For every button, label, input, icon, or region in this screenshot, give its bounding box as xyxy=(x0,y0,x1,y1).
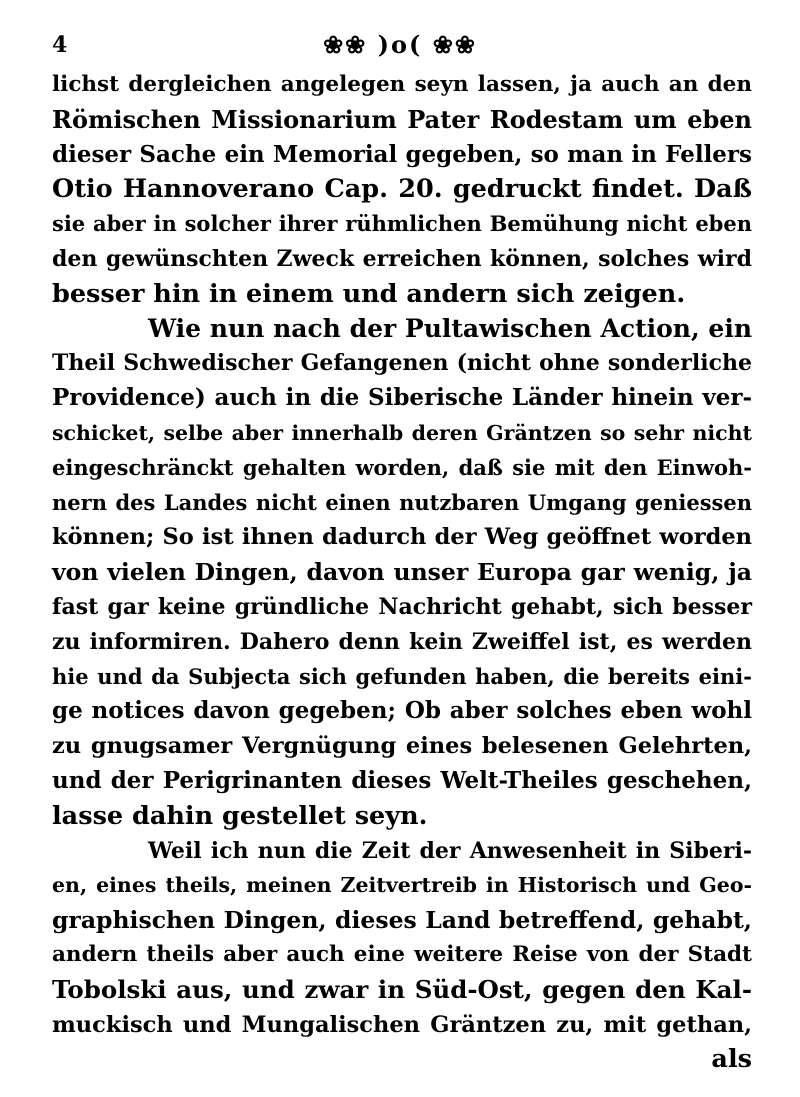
text-line: Otio Hannoverano Cap. 20. gedruckt findet. Daß xyxy=(52,174,752,205)
text-line: dieser Sache ein Memorial gegeben, so man in Fellers xyxy=(52,140,752,168)
text-line: zu informiren. Dahero denn kein Zweiffel ist, es werden xyxy=(52,628,752,655)
paragraph-start-line: Wie nun nach der Pultawischen Action, ein xyxy=(148,313,752,343)
header-ornament: ❀❀ )o( ❀❀ xyxy=(323,30,477,59)
text-line: muckisch und Mungalischen Gräntzen zu, mit gethan, xyxy=(52,1011,752,1038)
text-line: und der Perigrinanten dieses Welt-Theiles geschehen, xyxy=(52,766,752,794)
text-line: Tobolski aus, und zwar in Süd-Ost, gegen den Kal- xyxy=(52,974,752,1004)
text-line: lichst dergleichen angelegen seyn lassen, ja auch an den xyxy=(52,72,752,97)
paragraph-start-line: Weil ich nun die Zeit der Anwesenheit in Siberi- xyxy=(148,837,752,864)
paragraph-end-line: lasse dahin gestellet seyn. xyxy=(52,800,428,831)
page-header xyxy=(0,30,800,66)
text-line: Providence) auch in die Siberische Länder hinein ver- xyxy=(52,384,752,412)
text-line: fast gar keine gründliche Nachricht gehabt, sich besser xyxy=(52,593,752,620)
text-line: andern theils aber auch eine weitere Reise von der Stadt xyxy=(52,941,752,967)
body-text xyxy=(52,68,752,1077)
catchword: als xyxy=(711,1044,752,1075)
page-number: 4 xyxy=(52,32,68,58)
paragraph-end-line: besser hin in einem und andern sich zeigen. xyxy=(52,278,686,309)
text-line: eingeschränckt gehalten worden, daß sie mit den Einwoh- xyxy=(52,454,752,480)
text-line: Theil Schwedischer Gefangenen (nicht ohne sonderliche xyxy=(52,350,752,377)
text-line: Römischen Missionarium Pater Rodestam um eben xyxy=(52,104,752,134)
text-line: von vielen Dingen, davon unser Europa gar wenig, ja xyxy=(52,558,752,587)
text-line: schicket, selbe aber innerhalb deren Gräntzen so sehr nicht xyxy=(52,420,752,445)
text-line: sie aber in solcher ihrer rühmlichen Bemühung nicht eben xyxy=(52,211,752,237)
text-line: können; So ist ihnen dadurch der Weg geöffnet worden xyxy=(52,524,752,551)
text-line: zu gnugsamer Vergnügung eines belesenen Gelehrten, xyxy=(52,733,752,760)
text-line: en, eines theils, meinen Zeitvertreib in Historisch und Geo- xyxy=(52,873,752,898)
text-line: ge notices davon gegeben; Ob aber solches eben wohl xyxy=(52,697,752,725)
text-line: hie und da Subjecta sich gefunden haben, die bereits eini- xyxy=(52,663,752,689)
text-line: nern des Landes nicht einen nutzbaren Umgang geniessen xyxy=(52,489,752,515)
text-line: den gewünschten Zweck erreichen können, solches wird xyxy=(52,245,752,272)
text-line: graphischen Dingen, dieses Land betreffend, gehabt, xyxy=(52,906,752,935)
